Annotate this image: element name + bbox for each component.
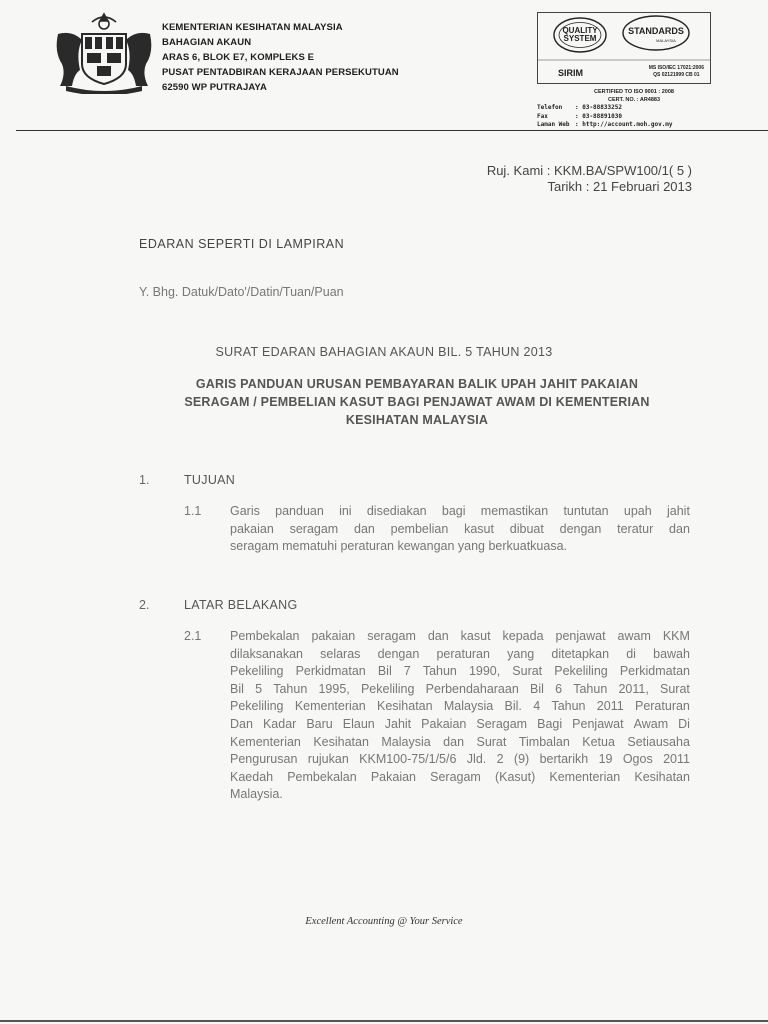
paragraph-text: [230, 628, 690, 804]
paragraph-line: dilaksanakan selaras dengan peraturan yang ditetapkan di bawah: [230, 646, 690, 661]
subject-line: GARIS PANDUAN URUSAN PEMBAYARAN BALIK UPAH JAHIT PAKAIAN: [195, 377, 639, 391]
subject-line: SERAGAM / PEMBELIAN KASUT BAGI PENJAWAT AWAM DI KEMENTERIAN: [184, 395, 650, 409]
paragraph-number: 1.1: [184, 504, 202, 518]
section-heading: TUJUAN: [184, 473, 236, 487]
letter-date: Tarikh : 21 Februari 2013: [547, 179, 692, 194]
telefon-row: [537, 104, 673, 113]
web-value: : http://account.moh.gov.my: [575, 121, 673, 128]
paragraph-line: Kementerian Kesihatan Malaysia dan Surat Timbalan Ketua Setiausaha: [230, 734, 690, 749]
organization-address: [162, 20, 399, 95]
paragraph-line: seragam mematuhi peraturan kewangan yang berkuatkuasa.: [230, 539, 568, 554]
paragraph-line: Pekeliling Perkidmatan Bil 7 Tahun 1990, Surat Pekeliling Perkidmatan: [230, 664, 690, 679]
paragraph-line: Pengurusan rujukan KKM100-75/1/5/6 Jld. 2 (9) bertarikh 19 Ogos 2011: [230, 752, 690, 767]
paragraph-line: Garis panduan ini disediakan bagi memastikan tuntutan upah jahit: [230, 504, 690, 518]
org-line: ARAS 6, BLOK E7, KOMPLEKS E: [162, 52, 315, 63]
paragraph-line: Malaysia.: [230, 787, 283, 802]
subject-heading: [150, 375, 684, 429]
paragraph-line: Pekeliling Kementerian Kesihatan Malaysia Bil. 4 Tahun 2011 Peraturan: [230, 699, 690, 714]
telefon-value: : 03-88833252: [575, 104, 622, 111]
quality-label: QUALITY: [562, 26, 598, 35]
section-heading: LATAR BELAKANG: [184, 598, 298, 612]
subject-line: KESIHATAN MALAYSIA: [345, 413, 489, 427]
telefon-label: Telefon: [537, 104, 563, 111]
paragraph-line: Pembekalan pakaian seragam dan kasut kepada penjawat awam KKM: [230, 629, 690, 643]
header-divider: [16, 130, 768, 131]
web-label: Laman Web: [537, 121, 570, 128]
fax-row: [537, 113, 673, 122]
ms-iso-line: MS ISO/IEC 17021:2006: [648, 65, 704, 71]
reference-block: [487, 163, 692, 195]
reference-number: Ruj. Kami : KKM.BA/SPW100/1( 5 ): [486, 163, 692, 178]
paragraph-line: Kaedah Pembekalan Pakaian Seragam (Kasut) Kementerian Kesihatan: [230, 769, 690, 784]
org-line: KEMENTERIAN KESIHATAN MALAYSIA: [162, 22, 343, 33]
paragraph-text: [230, 503, 690, 556]
paragraph-number: 2.1: [184, 629, 202, 643]
contact-details: [537, 104, 673, 130]
system-label: SYSTEM: [563, 34, 597, 43]
paragraph-line: Dan Kadar Baru Elaun Jahit Pakaian Seragam Bagi Penjawat Awam Di: [230, 716, 690, 731]
qs-line: QS 02121999 CB 01: [653, 72, 700, 78]
web-row: [537, 121, 673, 130]
footer-motto: Excellent Accounting @ Your Service: [305, 916, 463, 927]
malaysia-coat-of-arms-icon: [52, 12, 156, 94]
certified-line: CERTIFIED TO ISO 9001 : 2008: [594, 89, 674, 95]
recipient-line: EDARAN SEPERTI DI LAMPIRAN: [139, 237, 345, 251]
org-line: 62590 WP PUTRAJAYA: [162, 82, 267, 93]
ms-iso-text: [649, 65, 704, 79]
certification-box: [537, 12, 711, 84]
org-line: BAHAGIAN AKAUN: [162, 37, 252, 48]
org-line: PUSAT PENTADBIRAN KERAJAAN PERSEKUTUAN: [162, 67, 399, 78]
iso-certification: [578, 88, 690, 104]
paragraph-line: Bil 5 Tahun 1995, Pekeliling Perbendaharaan Bil 6 Tahun 2011, Surat: [230, 681, 690, 696]
salutation: Y. Bhg. Datuk/Dato'/Datin/Tuan/Puan: [139, 285, 344, 299]
circular-title: SURAT EDARAN BAHAGIAN AKAUN BIL. 5 TAHUN 2013: [215, 345, 553, 359]
section-number: 1.: [139, 473, 150, 487]
standards-label: STANDARDS: [628, 26, 684, 36]
cert-number: CERT. NO. : AR4883: [607, 97, 661, 103]
paragraph-line: pakaian seragam dan pembelian kasut dibuat dengan teratur dan: [230, 521, 690, 536]
section-number: 2.: [139, 598, 150, 612]
fax-value: : 03-88891030: [575, 112, 622, 120]
bottom-edge-line: [0, 1020, 768, 1022]
standards-sub-label: MALAYSIA: [656, 38, 676, 43]
sirim-label: SIRIM: [558, 68, 584, 78]
fax-label: Fax: [537, 112, 548, 120]
